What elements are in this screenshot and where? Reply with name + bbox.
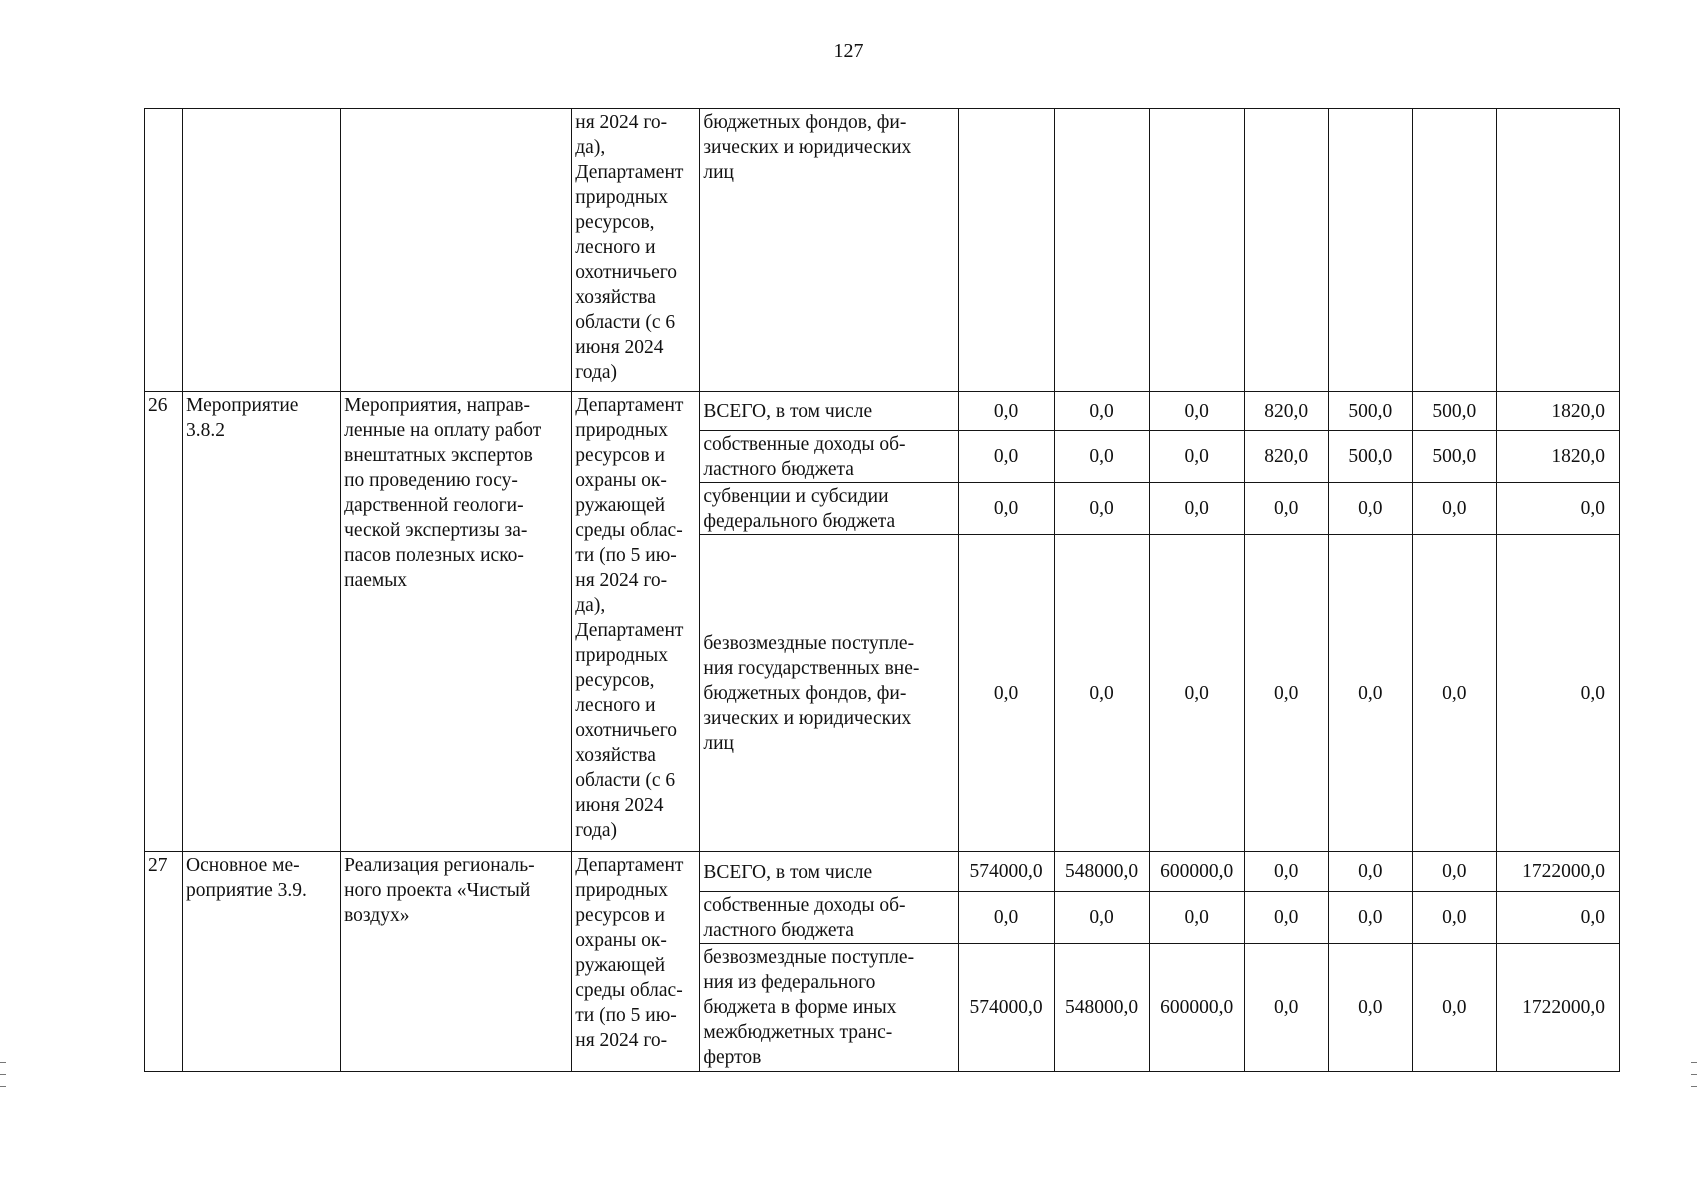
measure-name-cell: Мероприятия, направ- ленные на оплату работ внештатных экспертов по проведению госу- дарственной геологи- ческой экспертизы за- пасов полезных иско- паемых bbox=[341, 392, 572, 852]
funding-source-cell: ВСЕГО, в том числе bbox=[700, 852, 958, 892]
value-cell-year-4 bbox=[1244, 109, 1328, 392]
value-cell-total: 1722000,0 bbox=[1496, 852, 1619, 892]
value-cell-year-3 bbox=[1149, 109, 1244, 392]
table-row bbox=[145, 109, 1620, 392]
funding-source-cell: бюджетных фондов, фи- зических и юридических лиц bbox=[700, 109, 958, 392]
value-cell-year-6: 500,0 bbox=[1412, 392, 1496, 431]
value-cell-year-2: 0,0 bbox=[1054, 431, 1149, 483]
measure-name-cell bbox=[341, 109, 572, 392]
value-cell-year-4: 0,0 bbox=[1244, 483, 1328, 535]
row-number-cell: 26 bbox=[145, 392, 183, 852]
table-row bbox=[145, 392, 1620, 431]
scan-edge-mark bbox=[1691, 1074, 1697, 1075]
value-cell-year-6 bbox=[1412, 109, 1496, 392]
value-cell-year-6: 0,0 bbox=[1412, 944, 1496, 1072]
value-cell-total: 0,0 bbox=[1496, 535, 1619, 852]
value-cell-year-5: 0,0 bbox=[1328, 852, 1412, 892]
executor-cell: Департамент природных ресурсов и охраны ок- ружающей среды облас- ти (по 5 ию- ня 2024 го- bbox=[572, 852, 700, 1072]
value-cell-year-4: 0,0 bbox=[1244, 852, 1328, 892]
value-cell-year-5: 0,0 bbox=[1328, 483, 1412, 535]
value-cell-total: 1820,0 bbox=[1496, 392, 1619, 431]
value-cell-year-4: 820,0 bbox=[1244, 392, 1328, 431]
value-cell-year-4: 0,0 bbox=[1244, 535, 1328, 852]
value-cell-year-5: 0,0 bbox=[1328, 944, 1412, 1072]
value-cell-year-2: 0,0 bbox=[1054, 535, 1149, 852]
value-cell-year-3: 0,0 bbox=[1149, 431, 1244, 483]
measure-cell: Мероприятие 3.8.2 bbox=[183, 392, 341, 852]
scan-edge-mark bbox=[1691, 1086, 1697, 1087]
value-cell-year-3: 600000,0 bbox=[1149, 852, 1244, 892]
funding-source-cell: безвозмездные поступле- ния из федерального бюджета в форме иных межбюджетных транс- фертов bbox=[700, 944, 958, 1072]
value-cell-year-5: 0,0 bbox=[1328, 535, 1412, 852]
value-cell-year-3: 600000,0 bbox=[1149, 944, 1244, 1072]
value-cell-year-2 bbox=[1054, 109, 1149, 392]
value-cell-year-2: 0,0 bbox=[1054, 392, 1149, 431]
value-cell-year-2: 548000,0 bbox=[1054, 852, 1149, 892]
value-cell-year-4: 0,0 bbox=[1244, 892, 1328, 944]
value-cell-year-6: 0,0 bbox=[1412, 852, 1496, 892]
value-cell-year-1: 0,0 bbox=[958, 392, 1054, 431]
scan-edge-mark bbox=[0, 1062, 6, 1063]
value-cell-year-6: 500,0 bbox=[1412, 431, 1496, 483]
value-cell-year-1: 0,0 bbox=[958, 892, 1054, 944]
funding-source-cell: ВСЕГО, в том числе bbox=[700, 392, 958, 431]
value-cell-year-3: 0,0 bbox=[1149, 892, 1244, 944]
budget-table-container bbox=[144, 108, 1620, 1072]
funding-source-cell: собственные доходы об- ластного бюджета bbox=[700, 892, 958, 944]
value-cell-year-4: 820,0 bbox=[1244, 431, 1328, 483]
funding-source-cell: собственные доходы об- ластного бюджета bbox=[700, 431, 958, 483]
value-cell-total: 1722000,0 bbox=[1496, 944, 1619, 1072]
value-cell-year-3: 0,0 bbox=[1149, 535, 1244, 852]
value-cell-total: 1820,0 bbox=[1496, 431, 1619, 483]
value-cell-year-1: 0,0 bbox=[958, 535, 1054, 852]
funding-source-cell: безвозмездные поступле- ния государственных вне- бюджетных фондов, фи- зических и юридических лиц bbox=[700, 535, 958, 852]
scan-edge-mark bbox=[1691, 1062, 1697, 1063]
value-cell-year-2: 548000,0 bbox=[1054, 944, 1149, 1072]
value-cell-year-1 bbox=[958, 109, 1054, 392]
value-cell-year-2: 0,0 bbox=[1054, 892, 1149, 944]
value-cell-total: 0,0 bbox=[1496, 892, 1619, 944]
value-cell-year-5: 500,0 bbox=[1328, 431, 1412, 483]
budget-table bbox=[144, 108, 1620, 1072]
funding-source-cell: субвенции и субсидии федерального бюджета bbox=[700, 483, 958, 535]
value-cell-year-1: 0,0 bbox=[958, 431, 1054, 483]
scan-edge-mark bbox=[0, 1086, 6, 1087]
value-cell-year-5: 500,0 bbox=[1328, 392, 1412, 431]
value-cell-year-6: 0,0 bbox=[1412, 535, 1496, 852]
value-cell-year-6: 0,0 bbox=[1412, 483, 1496, 535]
value-cell-year-3: 0,0 bbox=[1149, 483, 1244, 535]
value-cell-year-3: 0,0 bbox=[1149, 392, 1244, 431]
executor-cell: Департамент природных ресурсов и охраны ок- ружающей среды облас- ти (по 5 ию- ня 2024 го- да), Департамент природных ресурсов, лесного и охотничьего хозяйства области (с 6 июня 2024 года) bbox=[572, 392, 700, 852]
executor-cell: ня 2024 го- да), Департамент природных ресурсов, лесного и охотничьего хозяйства области (с 6 июня 2024 года) bbox=[572, 109, 700, 392]
value-cell-total bbox=[1496, 109, 1619, 392]
measure-cell bbox=[183, 109, 341, 392]
scan-edge-mark bbox=[0, 1074, 6, 1075]
value-cell-year-1: 0,0 bbox=[958, 483, 1054, 535]
value-cell-year-1: 574000,0 bbox=[958, 852, 1054, 892]
row-number-cell: 27 bbox=[145, 852, 183, 1072]
table-row bbox=[145, 852, 1620, 892]
measure-cell: Основное ме- роприятие 3.9. bbox=[183, 852, 341, 1072]
value-cell-year-5: 0,0 bbox=[1328, 892, 1412, 944]
value-cell-total: 0,0 bbox=[1496, 483, 1619, 535]
value-cell-year-6: 0,0 bbox=[1412, 892, 1496, 944]
value-cell-year-5 bbox=[1328, 109, 1412, 392]
value-cell-year-4: 0,0 bbox=[1244, 944, 1328, 1072]
row-number-cell bbox=[145, 109, 183, 392]
measure-name-cell: Реализация региональ- ного проекта «Чистый воздух» bbox=[341, 852, 572, 1072]
page-number: 127 bbox=[833, 40, 864, 62]
value-cell-year-1: 574000,0 bbox=[958, 944, 1054, 1072]
value-cell-year-2: 0,0 bbox=[1054, 483, 1149, 535]
